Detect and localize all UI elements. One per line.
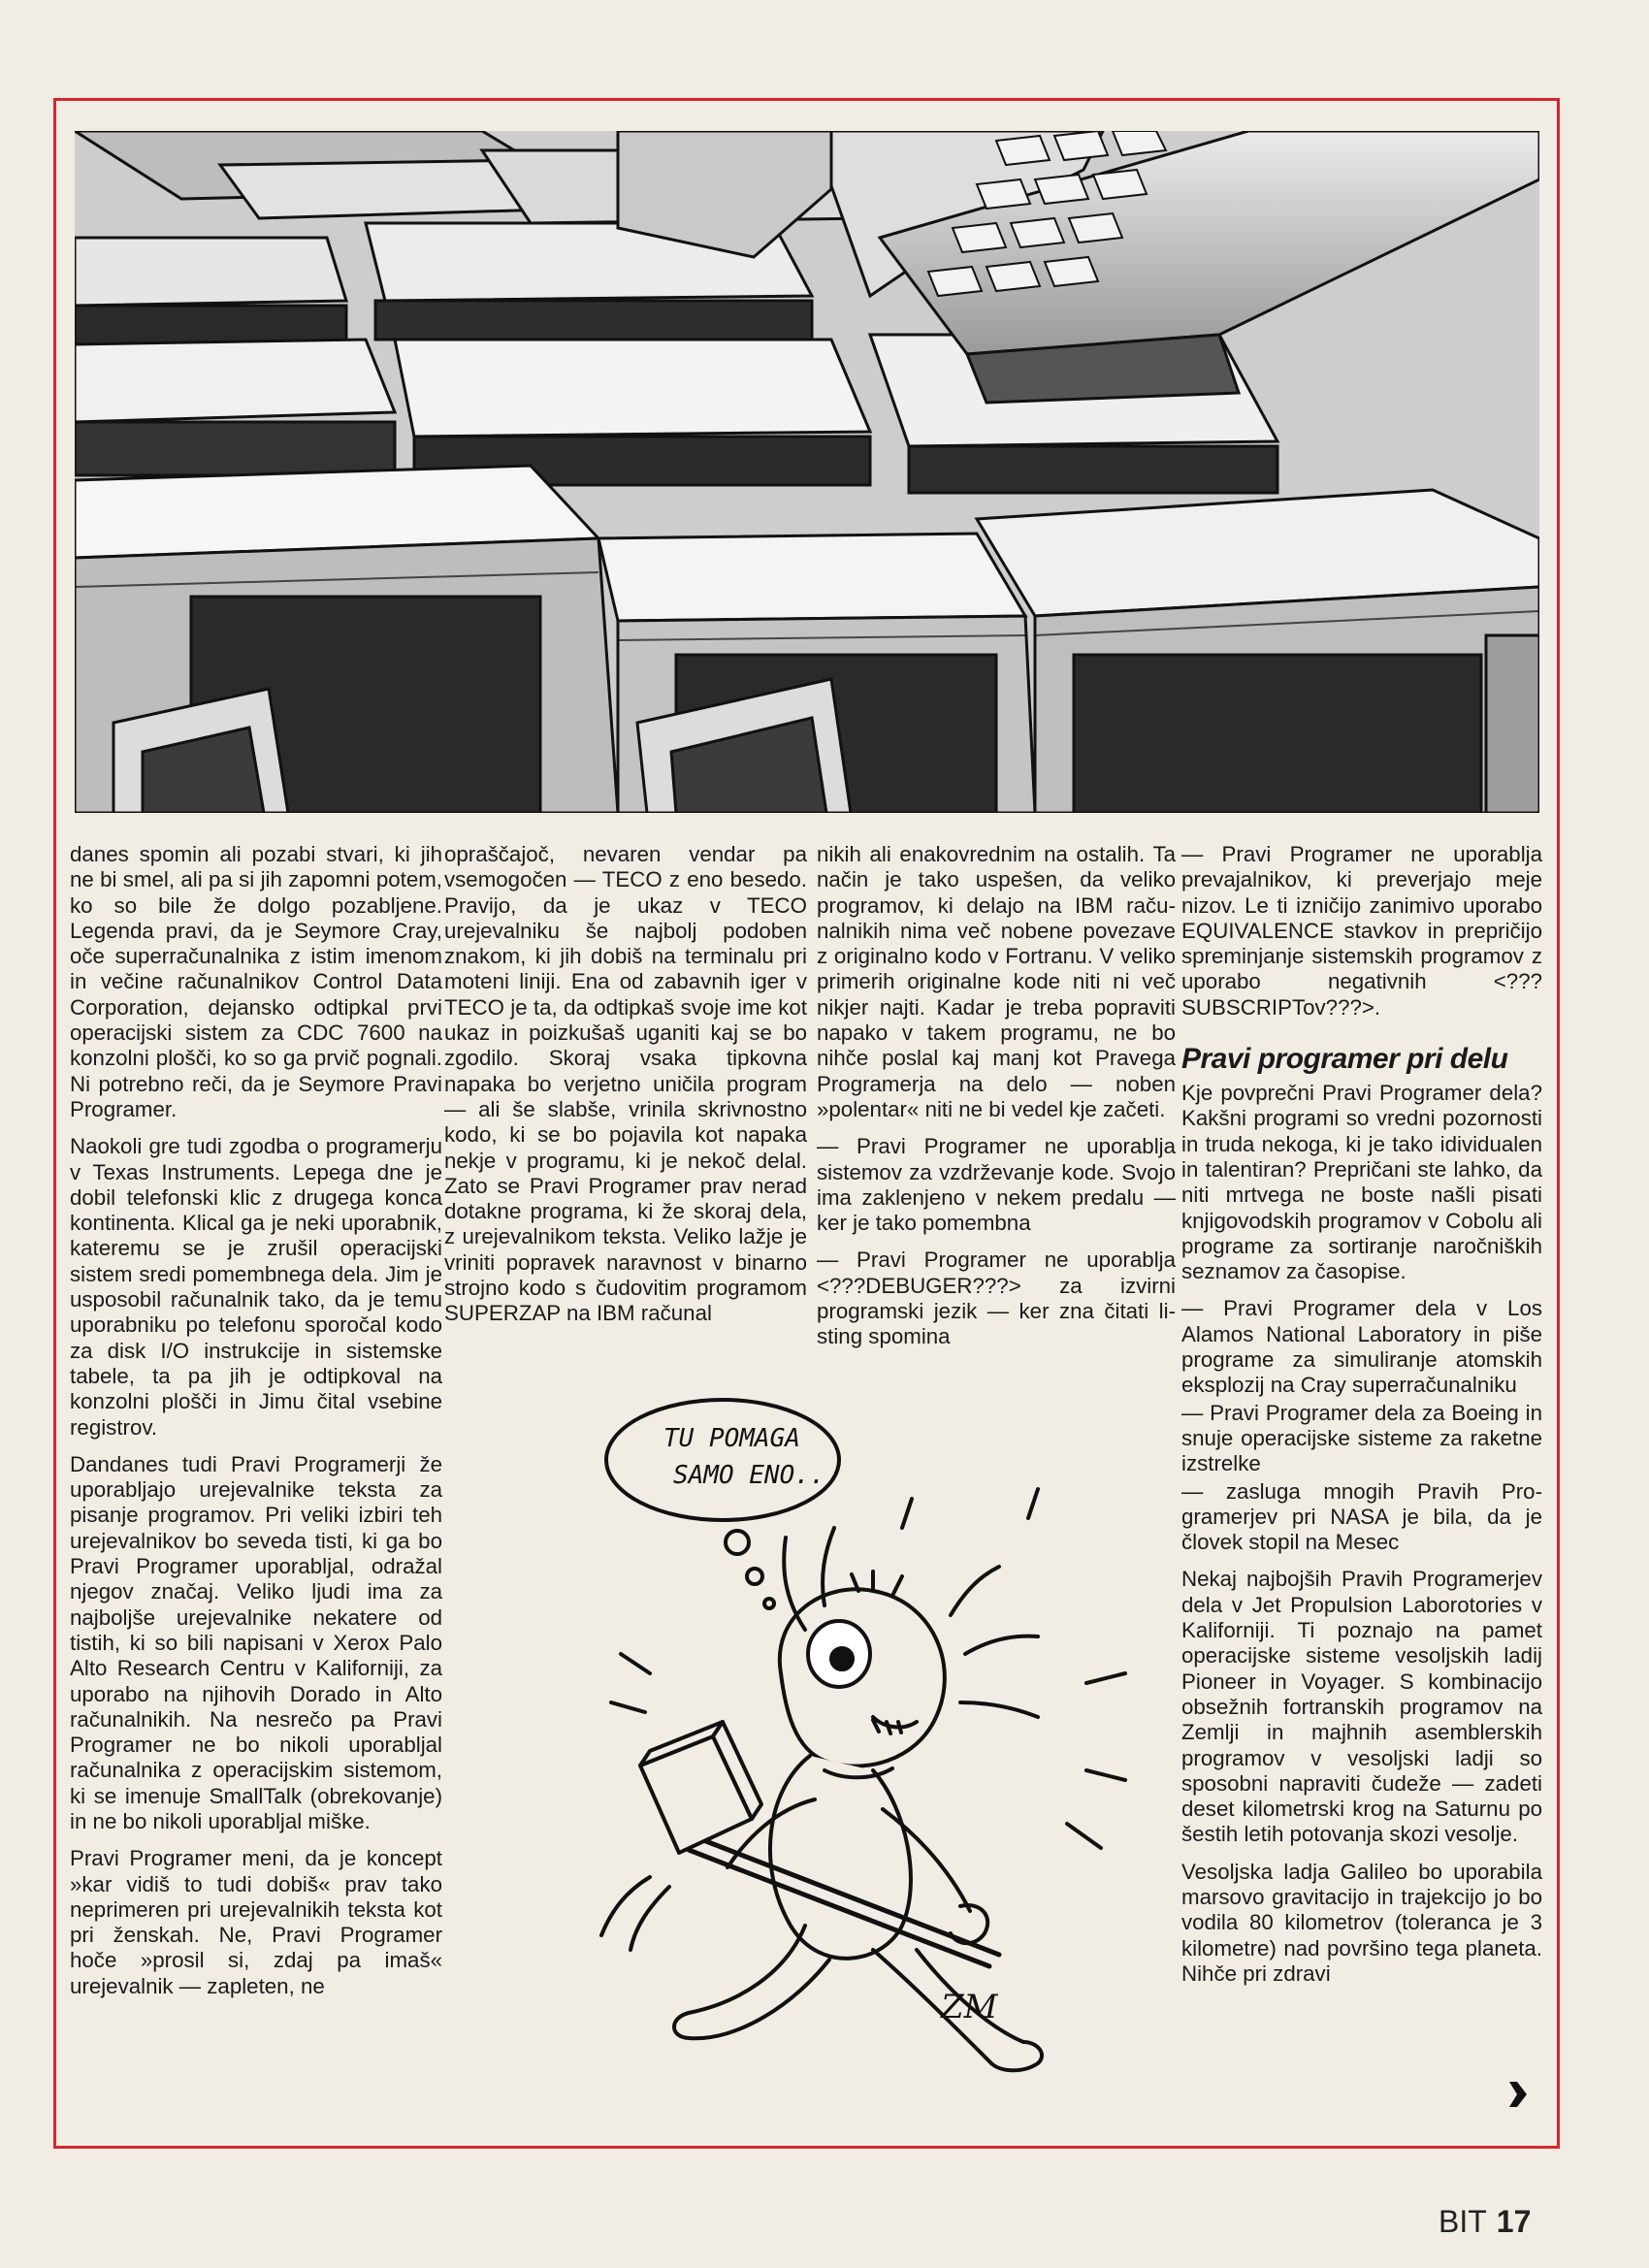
paragraph: — Pravi Programer ne uporablja <???DEBUGER???> za izvirni programski jezik — ker zna čitati listing spomina	[817, 1247, 1176, 1349]
page-folio	[1439, 2204, 1531, 2239]
paragraph: Vesoljska ladja Galileo bo uporabila marsovo gravitacijo in trajekcijo jo bo vodila 80 kilometrov (toleranca je 3 kilometre) nad površino tega planeta. Nihče pri zdravi	[1181, 1859, 1542, 1986]
text-column-4	[1181, 842, 1542, 1998]
paragraph: opraščajoč, nevaren vendar pa vsemogočen — TECO z eno besedo. Pravijo, da je ukaz v TECO urejevalniku še najbolj podoben znakom, ki jih dobiš na terminalu pri moteni liniji. Ena od zabavnih iger v TECO je ta, da odtipkaš svoje ime kot ukaz in poizkušaš uganiti kaj se bo zgodilo. Skoraj vsaka tipkovna napaka bo verjetno uničila program — ali še slabše, vrinila skrivnostno kodo, ki se bo pojavila kot napaka nekje v programu, ki je nekoč delal. Zato se Pravi Programer prav nerad dotakne programa, ki že skoraj dela, z urejevalnikom teksta. Veliko lažje je vriniti popravek naravnost v binarno strojno kodo s čudovitim programom SUPERZAP na IBM računal	[444, 842, 807, 1326]
speech-bubble-text: TU POMAGA	[663, 1424, 800, 1453]
paragraph: Pravi Programer meni, da je koncept »kar vidiš to tudi dobiš« prav tako neprimeren pri urejevalnikih teksta kot pri ženskah. Ne, Pravi Programer hoče »prosil si, zdaj pa imaš« urejevalnik — zapleten, ne	[70, 1846, 442, 1998]
paragraph: Naokoli gre tudi zgodba o programerju v Texas Instruments. Lepega dne je dobil telefonski klic z drugega konca kontinenta. Klical ga je neki uporabnik, kateremu se je zrušil operacijski sistem sredi pomembnega dela. Jim je usposobil računalnik tako, da je temu uporabniku po telefonu sporočal kodo za disk I/O instrukcije in sistemske tabele, ta pa jih je odtipkoval na konzolni plošči in Jimu čital vsebine registrov.	[70, 1134, 442, 1440]
paragraph: Kje povprečni Pravi Programer dela? Kakšni programi so vredni pozornosti in truda nekoga, ki je tako idividualen in talentiran? Prepričani ste lahko, da niti mrtvega ne boste našli pisati knjigovodskih programov v Cobolu ali programe za sortiranje naročniških seznamov za časopise.	[1181, 1081, 1542, 1284]
text-column-1	[70, 842, 442, 2011]
paragraph: — Pravi Programer dela v Los Alamos National Laboratory in piše programe za simuliranje atomskih eksplozij na Cray superračunalniku	[1181, 1296, 1542, 1398]
paragraph: — Pravi Programer ne uporablja prevajalnikov, ki preverjajo meje nizov. Le ti izničijo zanimivo uporabo EQUIVALENCE stavkov in prepričijo spreminjanje sistemskih programov z uporabo negativnih <???SUBSCRIPTov???>.	[1181, 842, 1542, 1020]
paragraph: — Pravi Programer ne uporablja sistemov za vzdrževanje kode. Svojo ima zaklenjeno v nekem predalu — ker je tako pomembna	[817, 1134, 1176, 1236]
speech-bubble-text: SAMO ENO..	[673, 1461, 825, 1490]
continue-arrow-icon	[1509, 2082, 1527, 2107]
section-heading: Pravi programer pri delu	[1181, 1043, 1508, 1076]
paragraph: nikih ali enakovrednim na ostalih. Ta način je tako uspešen, da veliko programov, ki delajo na IBM računalnikih nima več nobene povezave z originalno kodo v Fortranu. V veliko primerih originalne kode niti ni več nikjer najti. Kadar je treba popraviti napako v takem programu, ne bo nihče poslal kaj manj kot Pravega Programerja na delo — noben »polentar« niti ne bi vedel kje začeti.	[817, 842, 1176, 1121]
paragraph: — zasluga mnogih Pravih Programerjev pri NASA je bila, da je človek stopil na Mesec	[1181, 1478, 1542, 1555]
paragraph: Dandanes tudi Pravi Programerji že uporabljajo urejevalnike teksta za pisanje programov. Pri veliki izbiri teh urejevalnikov bo seveda tisti, ki ga bo Pravi Programer uporabljal, odražal njegov značaj. Veliko ljudi ima za najboljše urejevalnike nekatere od tistih, ki so bili napisani v Xerox Palo Alto Research Centru v Kaliforniji, za uporabo na njihovih Dorado in Alto računalnikih. Na nesrečo pa Pravi Programer ne bo nikoli uporabljal računalnika z operacijskim sistemom, ki se imenuje SmallTalk (obrekovanje) in ne bo nikoli uporabljal miške.	[70, 1451, 442, 1833]
page-number: 17	[1496, 2204, 1532, 2239]
paragraph: Nekaj najbojših Pravih Programerjev dela v Jet Propulsion Laborotories v Kaliforniji. Ti poznajo na pamet operacijske sisteme vesoljskih ladij Pioneer in Voyager. S kombinacijo obsežnih fortranskih programov na Zemlji in majhnih asemblerskih programov v vesoljski ladji so sposobni napraviti čudeže — zadeti deset kilometrski krog na Saturnu po šestih letih potovanja skozi vesolje.	[1181, 1567, 1542, 1847]
hammer-programmer-cartoon	[582, 1382, 1164, 2120]
text-column-3	[817, 842, 1176, 1362]
artist-signature: ZM	[941, 1988, 998, 2026]
terminals-illustration	[75, 131, 1539, 813]
paragraph: — Pravi Programer dela za Boeing in snuje operacijske sisteme za raketne izstrelke	[1181, 1400, 1542, 1476]
paragraph: danes spomin ali pozabi stvari, ki jih ne bi smel, ali pa si jih zapomni potem, ko so bile že dolgo pozabljene. Legenda pravi, da je Seymore Cray, oče superračunalnika z istim imenom in večine računalnikov Control Data Corporation, dejansko odtipkal prvi operacijski sistem za CDC 7600 na konzolni plošči, ko so ga prvič pognali. Ni potrebno reči, da je Seymore Pravi Programer.	[70, 842, 442, 1121]
text-column-2	[444, 842, 807, 1339]
magazine-name: BIT	[1439, 2204, 1487, 2239]
